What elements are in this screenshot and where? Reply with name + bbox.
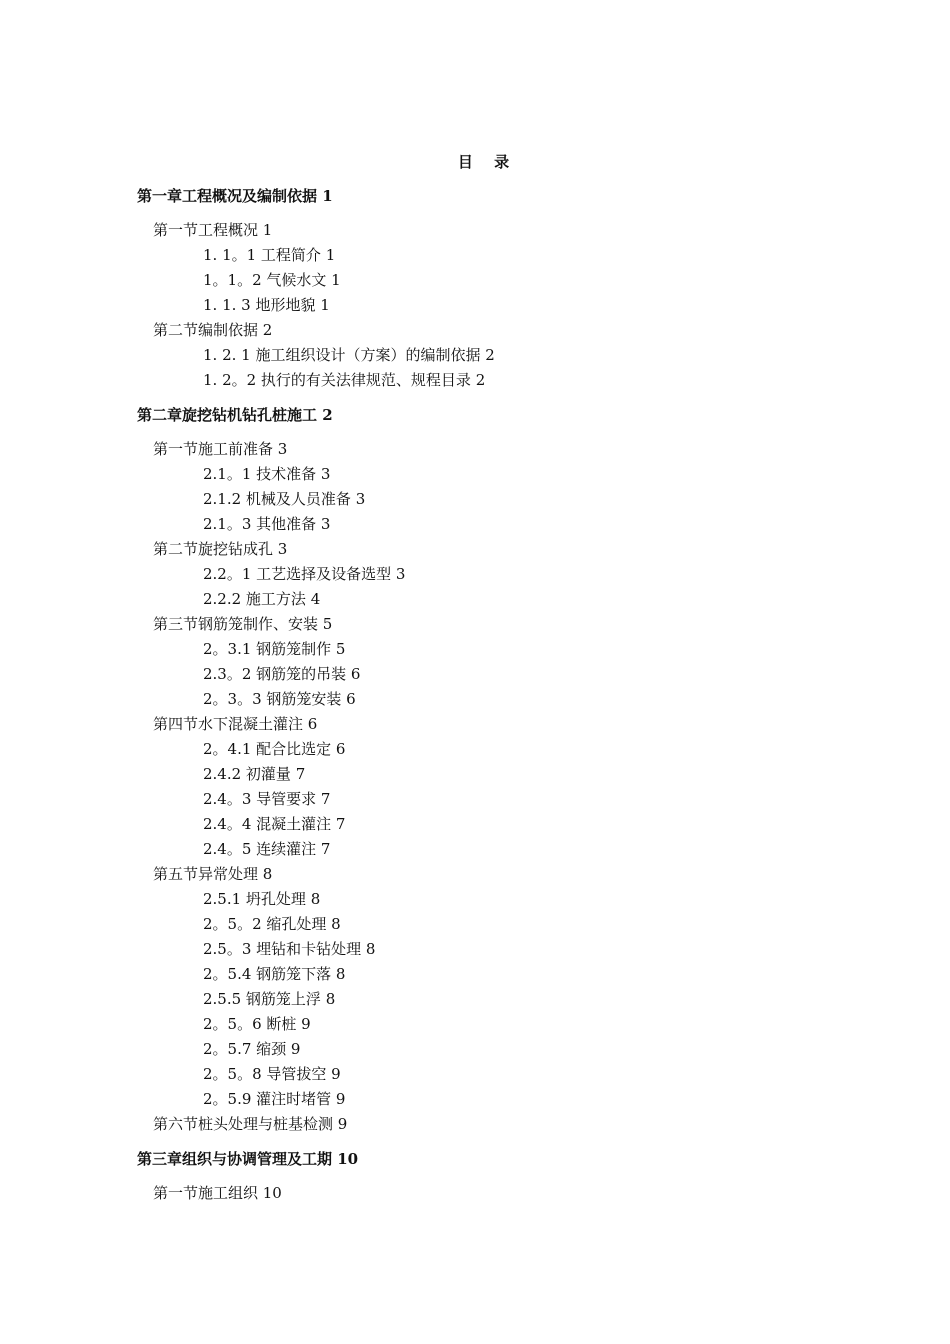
toc-section-entry[interactable]: 第一节施工组织 10	[153, 1184, 282, 1202]
toc-subsection-entry[interactable]: 2.4.2 初灌量 7	[203, 765, 306, 783]
toc-subsection-entry[interactable]: 2。3。3 钢筋笼安装 6	[203, 690, 356, 708]
toc-chapter-entry[interactable]: 第三章组织与协调管理及工期 10	[137, 1150, 359, 1168]
toc-subsection-entry[interactable]: 2。5。8 导管拔空 9	[203, 1065, 341, 1083]
toc-subsection-entry[interactable]: 1. 1. 3 地形地貌 1	[203, 296, 330, 314]
toc-section-entry[interactable]: 第一节施工前准备 3	[153, 440, 288, 458]
toc-subsection-entry[interactable]: 2。5.9 灌注时堵管 9	[203, 1090, 346, 1108]
toc-subsection-entry[interactable]: 2。5。2 缩孔处理 8	[203, 915, 341, 933]
toc-subsection-entry[interactable]: 1。1。2 气候水文 1	[203, 271, 341, 289]
toc-subsection-entry[interactable]: 2.5。3 埋钻和卡钻处理 8	[203, 940, 376, 958]
toc-section-entry[interactable]: 第五节异常处理 8	[153, 865, 273, 883]
toc-subsection-entry[interactable]: 2.1。1 技术准备 3	[203, 465, 331, 483]
toc-title: 目 录	[457, 153, 518, 171]
toc-subsection-entry[interactable]: 2。3.1 钢筋笼制作 5	[203, 640, 346, 658]
toc-subsection-entry[interactable]: 2。4.1 配合比选定 6	[203, 740, 346, 758]
toc-chapter-entry[interactable]: 第一章工程概况及编制依据 1	[137, 187, 333, 205]
toc-subsection-entry[interactable]: 2.3。2 钢筋笼的吊装 6	[203, 665, 361, 683]
toc-chapter-entry[interactable]: 第二章旋挖钻机钻孔桩施工 2	[137, 406, 333, 424]
toc-subsection-entry[interactable]: 2.4。5 连续灌注 7	[203, 840, 331, 858]
toc-subsection-entry[interactable]: 2.2。1 工艺选择及设备选型 3	[203, 565, 406, 583]
toc-subsection-entry[interactable]: 2.1.2 机械及人员准备 3	[203, 490, 366, 508]
toc-subsection-entry[interactable]: 2。5.4 钢筋笼下落 8	[203, 965, 346, 983]
toc-subsection-entry[interactable]: 2.5.1 坍孔处理 8	[203, 890, 321, 908]
toc-section-entry[interactable]: 第二节旋挖钻成孔 3	[153, 540, 288, 558]
toc-section-entry[interactable]: 第四节水下混凝土灌注 6	[153, 715, 318, 733]
toc-subsection-entry[interactable]: 1. 2。2 执行的有关法律规范、规程目录 2	[203, 371, 486, 389]
toc-subsection-entry[interactable]: 2。5.7 缩颈 9	[203, 1040, 301, 1058]
toc-subsection-entry[interactable]: 2.1。3 其他准备 3	[203, 515, 331, 533]
toc-section-entry[interactable]: 第六节桩头处理与桩基检测 9	[153, 1115, 348, 1133]
toc-subsection-entry[interactable]: 2.2.2 施工方法 4	[203, 590, 321, 608]
toc-section-entry[interactable]: 第三节钢筋笼制作、安装 5	[153, 615, 333, 633]
toc-subsection-entry[interactable]: 2.5.5 钢筋笼上浮 8	[203, 990, 336, 1008]
toc-subsection-entry[interactable]: 2。5。6 断桩 9	[203, 1015, 311, 1033]
toc-subsection-entry[interactable]: 2.4。3 导管要求 7	[203, 790, 331, 808]
toc-section-entry[interactable]: 第二节编制依据 2	[153, 321, 273, 339]
toc-subsection-entry[interactable]: 1. 1。1 工程简介 1	[203, 246, 336, 264]
toc-subsection-entry[interactable]: 1. 2. 1 施工组织设计（方案）的编制依据 2	[203, 346, 495, 364]
toc-section-entry[interactable]: 第一节工程概况 1	[153, 221, 273, 239]
toc-subsection-entry[interactable]: 2.4。4 混凝土灌注 7	[203, 815, 346, 833]
